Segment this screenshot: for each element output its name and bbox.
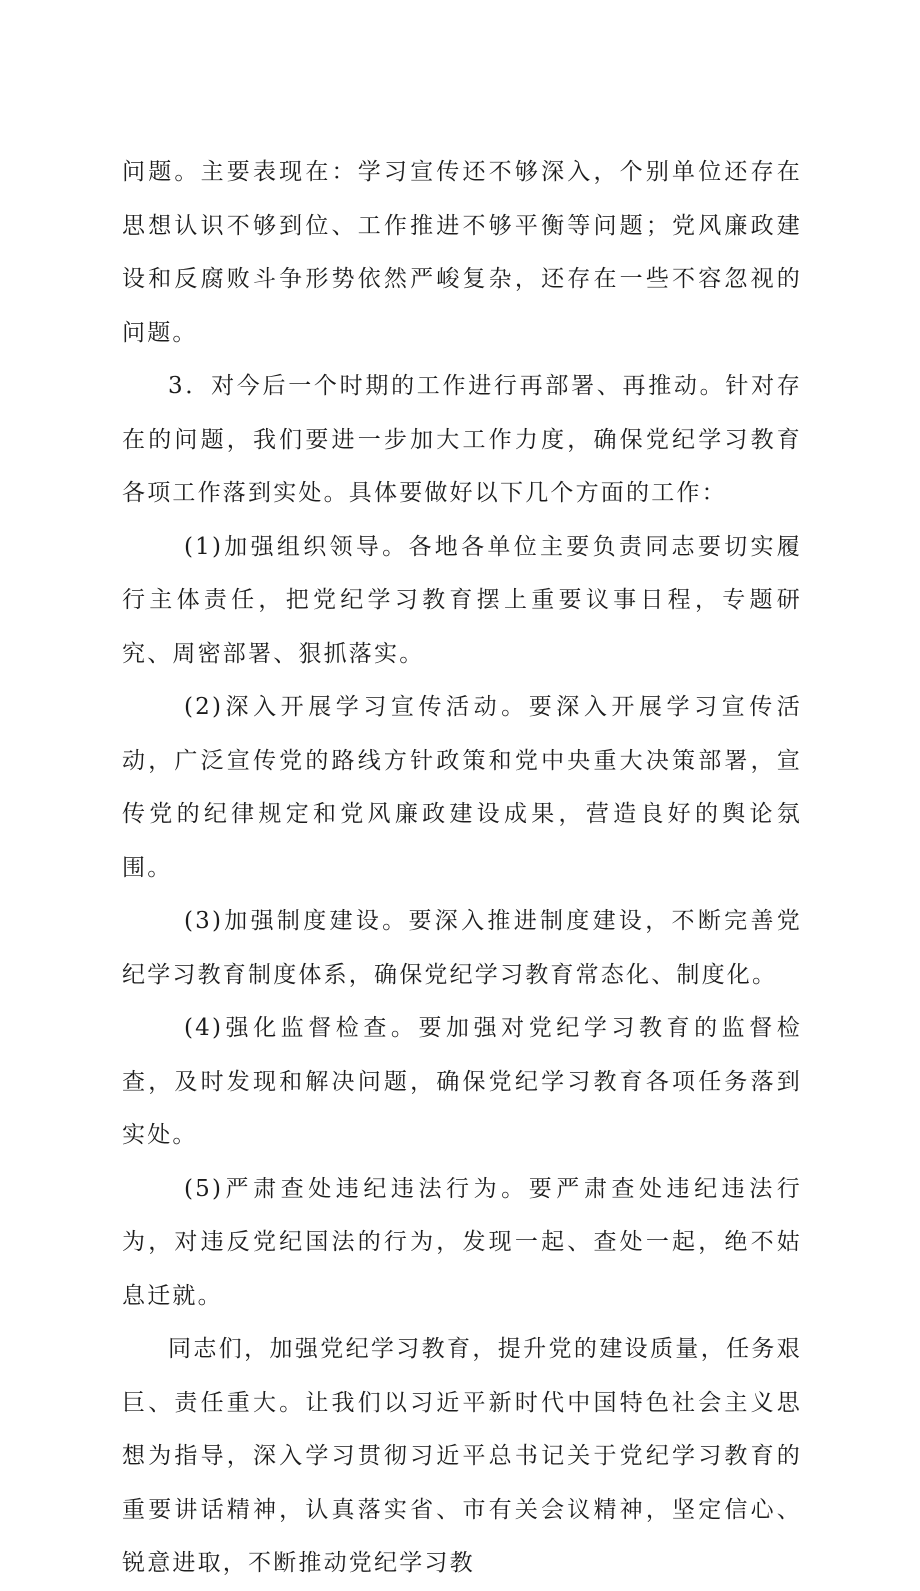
paragraph-item-5: (5)严肃查处违纪违法行为。要严肃查处违纪违法行为，对违反党纪国法的行为，发现一起、查处一起，绝不姑息迁就。	[122, 1175, 802, 1309]
paragraph-item-3: (3)加强制度建设。要深入推进制度建设，不断完善党纪学习教育制度体系，确保党纪学习教育常态化、制度化。	[122, 908, 802, 988]
paragraph-closing: 同志们，加强党纪学习教育，提升党的建设质量，任务艰巨、责任重大。让我们以习近平新时代中国特色社会主义思想为指导，深入学习贯彻习近平总书记关于党纪学习教育的重要讲话精神，认真落实省、市有关会议精神，坚定信心、锐意进取，不断推动党纪学习教	[122, 1336, 802, 1576]
paragraph-section-3: 3．对今后一个时期的工作进行再部署、再推动。针对存在的问题，我们要进一步加大工作力度，确保党纪学习教育各项工作落到实处。具体要做好以下几个方面的工作：	[122, 373, 802, 506]
paragraph-item-2: (2)深入开展学习宣传活动。要深入开展学习宣传活动，广泛宣传党的路线方针政策和党中央重大决策部署，宣传党的纪律规定和党风廉政建设成果，营造良好的舆论氛围。	[122, 694, 802, 881]
paragraph-problems: 问题。主要表现在：学习宣传还不够深入，个别单位还存在思想认识不够到位、工作推进不够平衡等问题；党风廉政建设和反腐败斗争形势依然严峻复杂，还存在一些不容忽视的问题。	[122, 159, 802, 346]
paragraph-item-4: (4)强化监督检查。要加强对党纪学习教育的监督检查，及时发现和解决问题，确保党纪学习教育各项任务落到实处。	[122, 1015, 802, 1148]
paragraph-item-1: (1)加强组织领导。各地各单位主要负责同志要切实履行主体责任，把党纪学习教育摆上重要议事日程，专题研究、周密部署、狠抓落实。	[122, 533, 802, 667]
document-body	[122, 146, 802, 1591]
